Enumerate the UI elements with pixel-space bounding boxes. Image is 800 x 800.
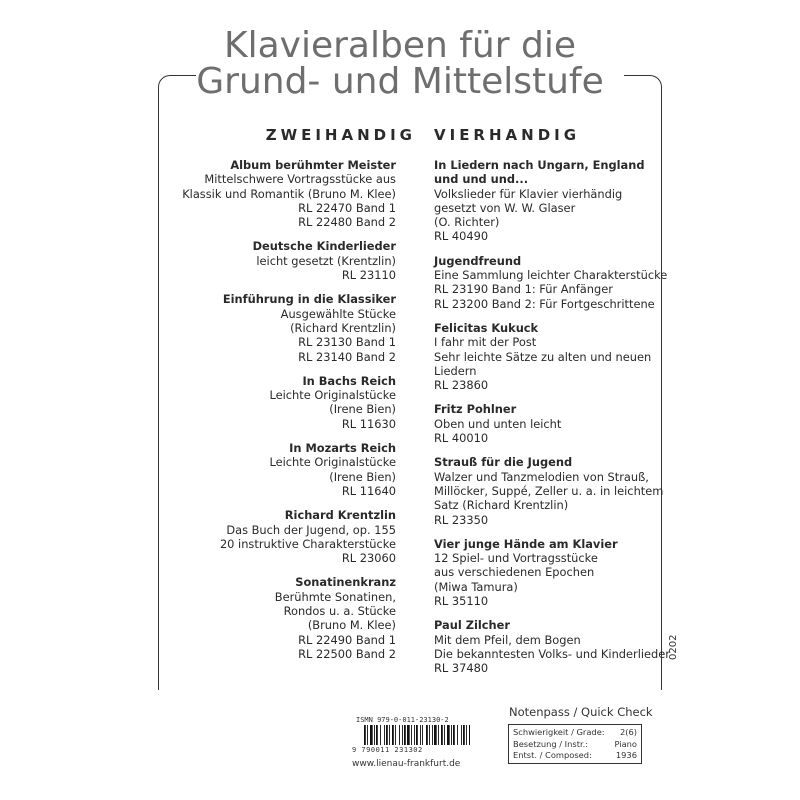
barcode-bar	[376, 725, 378, 745]
entry-line: RL 23190 Band 1: Für Anfänger	[434, 282, 613, 297]
catalog-entry	[170, 239, 396, 282]
entry-line: Eine Sammlung leichter Charakterstücke	[434, 268, 668, 283]
page-title-line1: Klavieralben für die	[224, 25, 576, 66]
entry-line: 20 instruktive Charakterstücke	[219, 536, 396, 551]
entry-line: Satz (Richard Krentzlin)	[434, 498, 569, 513]
catalog-entry	[434, 158, 656, 244]
barcode-bar	[434, 725, 437, 745]
entry-line: RL 22490 Band 1	[298, 632, 396, 647]
entry-line: RL 23130 Band 1	[298, 335, 396, 350]
entry-title: Fritz Pohlner	[434, 402, 517, 417]
isbn-text: ISMN 979-0-011-23130-2	[356, 716, 449, 724]
entry-line: RL 35110	[434, 594, 489, 609]
barcode-number: 9 790011 231302	[352, 746, 423, 754]
entry-line: RL 23860	[434, 378, 489, 393]
entry-line: RL 11630	[341, 416, 396, 431]
barcode-bar	[429, 725, 430, 745]
heading-vierhandig: VIERHANDIG	[434, 126, 581, 144]
barcode-bar	[402, 725, 403, 745]
entry-line: (Irene Bien)	[329, 469, 396, 484]
entry-title: In Mozarts Reich	[289, 441, 396, 456]
entry-line: RL 23350	[434, 512, 489, 527]
catalog-entry	[434, 402, 656, 445]
barcode-bar	[416, 725, 418, 745]
barcode-bar	[411, 725, 412, 745]
barcode-bar	[395, 725, 396, 745]
entry-title: Deutsche Kinderlieder	[252, 239, 396, 254]
page-title-line2: Grund- und Mittelstufe	[196, 61, 604, 102]
entry-title: Jugendfreund	[434, 253, 522, 268]
entry-line: Liedern	[434, 363, 477, 378]
barcode-bar	[457, 725, 458, 745]
barcode-bar	[469, 725, 470, 745]
barcode-bar	[432, 725, 433, 745]
quick-check-title: Notenpass / Quick Check	[509, 705, 653, 719]
catalog-entry	[434, 321, 656, 392]
entry-line: Ausgewählte Stücke	[280, 306, 396, 321]
barcode-bar	[374, 725, 375, 745]
catalog-entry	[434, 537, 656, 608]
entry-line: Volkslieder für Klavier vierhändig	[434, 186, 623, 201]
quick-check-row-grade	[513, 727, 637, 739]
entry-line: (Irene Bien)	[329, 402, 396, 417]
entry-title: Felicitas Kukuck	[434, 320, 539, 335]
entry-line: RL 11640	[341, 483, 396, 498]
barcode-bar	[407, 725, 410, 745]
quick-check-value: 1936	[615, 750, 637, 760]
barcode-bar	[461, 725, 462, 745]
entry-title: Sonatinenkranz	[295, 575, 396, 590]
barcode-bar	[438, 725, 439, 745]
entry-line: RL 23060	[341, 551, 396, 566]
entry-line: RL 22470 Band 1	[298, 200, 396, 215]
entry-line: gesetzt von W. W. Glaser	[434, 200, 576, 215]
barcode-bar	[463, 725, 465, 745]
entry-title: Paul Zilcher	[434, 618, 510, 633]
barcode-bar	[426, 725, 428, 745]
entry-line: RL 23200 Band 2: Für Fortgeschrittene	[434, 296, 655, 311]
entry-line: Sehr leichte Sätze zu alten und neuen	[434, 349, 652, 364]
heading-zweihandig: ZWEIHANDIG	[265, 126, 416, 144]
barcode-bar	[441, 725, 443, 745]
entry-line: 12 Spiel- und Vortragsstücke	[434, 551, 598, 566]
entry-title: Vier junge Hände am Klavier	[434, 536, 618, 551]
entry-line: Millöcker, Suppé, Zeller u. a. in leichtem	[434, 483, 664, 498]
entry-line: Rondos u. a. Stücke	[283, 604, 396, 619]
entry-title: In Liedern nach Ungarn, England und und und...	[434, 158, 645, 187]
quick-check-label: Entst. / Composed:	[513, 750, 592, 760]
barcode-bar	[453, 725, 455, 745]
quick-check-row-instrument	[513, 739, 637, 751]
catalog-entry	[170, 441, 396, 498]
entry-title: Strauß für die Jugend	[434, 455, 573, 470]
entry-title: In Bachs Reich	[302, 373, 396, 388]
publisher-url: www.lienau-frankfurt.de	[352, 759, 461, 769]
catalog-entry	[170, 292, 396, 363]
entry-line: Leichte Originalstücke	[269, 455, 396, 470]
entry-line: RL 40010	[434, 431, 489, 446]
entry-line: RL 23140 Band 2	[298, 349, 396, 364]
entry-line: Das Buch der Jugend, op. 155	[226, 522, 396, 537]
entry-line: (Bruno M. Klee)	[307, 618, 396, 633]
entry-line: Walzer und Tanzmelodien von Strauß,	[434, 469, 649, 484]
barcode-bar	[384, 725, 385, 745]
barcode-image	[364, 725, 470, 745]
catalog-entry	[170, 508, 396, 565]
barcode-bar	[422, 725, 423, 745]
barcode-bar	[364, 725, 366, 745]
quick-check-box	[508, 724, 642, 764]
catalog-entry	[170, 158, 396, 229]
entry-line: aus verschiedenen Epochen	[434, 565, 595, 580]
entry-line: RL 22480 Band 2	[298, 215, 396, 230]
side-code: 0202	[668, 634, 679, 660]
barcode-bar	[380, 725, 381, 745]
quick-check-value: 2(6)	[619, 727, 637, 737]
entry-title: Richard Krentzlin	[284, 508, 396, 523]
catalog-entry	[434, 455, 664, 527]
catalog-entry	[170, 374, 396, 431]
barcode-bar	[399, 725, 400, 745]
entry-line: RL 40490	[434, 229, 489, 244]
barcode-bar	[392, 725, 394, 745]
entry-line: Oben und unten leicht	[434, 416, 562, 431]
barcode-bar	[444, 725, 445, 745]
quick-check-value: Piano	[614, 738, 637, 749]
catalog-entry	[434, 618, 670, 676]
entry-line: leicht gesetzt (Krentzlin)	[256, 253, 396, 268]
entry-title: Einführung in die Klassiker	[222, 292, 396, 307]
barcode-bar	[466, 725, 467, 745]
barcode-bar	[386, 725, 388, 745]
entry-line: Berühmte Sonatinen,	[274, 589, 396, 604]
entry-line: Leichte Originalstücke	[269, 388, 396, 403]
barcode-bar	[420, 725, 421, 745]
barcode-bar	[404, 725, 406, 745]
left-column	[170, 158, 396, 671]
right-column	[434, 158, 670, 686]
catalog-entry	[434, 253, 668, 311]
entry-line: RL 22500 Band 2	[298, 646, 396, 661]
barcode-bar	[367, 725, 368, 745]
barcode-bar	[370, 725, 373, 745]
quick-check-label: Besetzung / Instr.:	[513, 738, 589, 749]
entry-line: I fahr mit der Post	[434, 335, 537, 350]
entry-line: (Miwa Tamura)	[434, 579, 518, 594]
entry-line: (Richard Krentzlin)	[290, 320, 396, 335]
entry-line: Mittelschwere Vortragsstücke aus	[204, 172, 396, 187]
barcode-bar	[447, 725, 450, 745]
quick-check-row-composed	[513, 750, 637, 762]
quick-check-label: Schwierigkeit / Grade:	[513, 727, 605, 737]
entry-line: Klassik und Romantik (Bruno M. Klee)	[182, 186, 396, 201]
entry-line: (O. Richter)	[434, 215, 500, 230]
entry-line: Die bekanntesten Volks- und Kinderlieder	[434, 646, 670, 661]
entry-line: RL 23110	[341, 268, 396, 283]
entry-line: RL 37480	[434, 661, 489, 676]
entry-line: Mit dem Pfeil, dem Bogen	[434, 632, 581, 647]
barcode-bar	[389, 725, 390, 745]
catalog-entry	[170, 575, 396, 661]
barcode-bar	[451, 725, 452, 745]
barcode-bar	[414, 725, 415, 745]
entry-title: Album berühmter Meister	[230, 158, 396, 172]
